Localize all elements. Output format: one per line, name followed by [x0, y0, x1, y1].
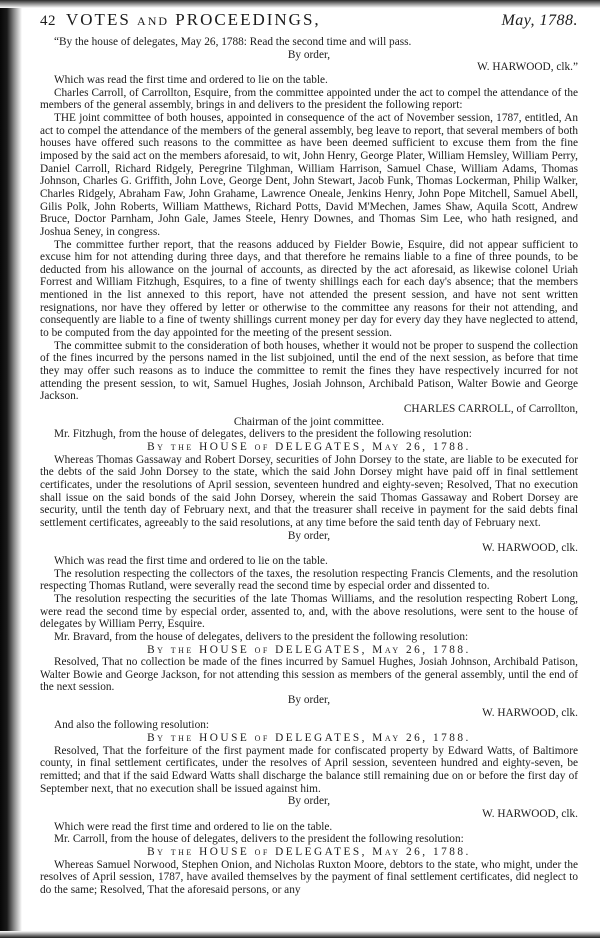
running-title: VOTES and PROCEEDINGS, — [66, 10, 321, 29]
chairman-title: Chairman of the joint committee. — [233, 415, 385, 428]
running-date: May, 1788. — [501, 12, 578, 29]
paragraph: Whereas Samuel Norwood, Stephen Onion, and Nicholas Ruxton Moore, debtors to the state, who might, under the resolves of April session, 1787, have availed themselves by the payment of final settlement certificates, did neglect to do the same; Resolved, That the aforesaid persons, or any — [40, 858, 578, 896]
paragraph: Which were read the first time and ordered to lie on the table. — [54, 820, 333, 833]
paragraph: The committee further report, that the reasons adduced by Fielder Bowie, Esquire, did not appear sufficient to excuse him for not attending during three days, and that therefore he remains liable to a fine of three pounds, to be deducted from his allowance on the journal of accounts, as directed by the act aforesaid, as likewise colonel Uriah Forrest and William Fitzhugh, Esquires, to a fine of twenty shillings each for each day's absence; that the members mentioned in the list annexed to this report, have not attended the present session, and have not sent written resignations, nor have they offered by letter or otherwise to the committee any reasons for their not attending, and consequently are liable to a fine of twenty shillings current money per day for every day they have neglected to attend, to be computed from the day appointed for the meeting of the present session. — [40, 238, 578, 340]
binding-shadow — [0, 0, 22, 938]
paragraph: And also the following resolution: — [54, 719, 210, 732]
by-order: By order, — [287, 529, 331, 542]
clerk-signature: W. HARWOOD, clk. — [482, 808, 578, 821]
paragraph: THE joint committee of both houses, appointed in consequence of the act of November session, 1787, entitled, An act to compel the attendance of the members of the general assembly, beg leave to report, that several members of both houses have offered such reasons to the committee as have been deemed sufficient to excuse them from the fine imposed by the said act on the members aforesaid, to wit, John Henry, George Plater, William Hemsley, William Perry, Daniel Carroll, Richard Ridgely, Peregrine Tilghman, William Harrison, Samuel Chase, William Adams, Thomas Johnson, Charles G. Griffith, John Love, George Dent, John Stewart, Jacob Funk, Thomas Lockerman, Philip Walker, Charles Ridgely, Abraham Faw, John Grahame, Lawrence Oneale, Jenkins Henry, John Pope Mitchell, Samuel Abell, Gilis Polk, John Roberts, William Matthews, Richard Potts, David M'Mechen, James Shaw, Aquila Scott, Andrew Bruce, Doctor Parnham, John Gale, James Steele, Henry Downes, and Thomas Sim Lee, who hath resigned, and Joshua Seney, in congress. — [40, 111, 578, 238]
paragraph: The committee submit to the consideration of both houses, whether it would not be proper to suspend the collection of the fines incurred by the persons named in the list subjoined, until the end of the next session, as before that time they may offer such reasons as to induce the committee to remit the fines they have respectively incurred for not attending the present session, to wit, Samuel Hughes, Josiah Johnson, Archibald Patison, Walter Bowie and George Jackson. — [40, 339, 578, 403]
section-heading: By the HOUSE of DELEGATES, May 26, 1788. — [147, 441, 471, 453]
paragraph: Mr. Carroll, from the house of delegates, delivers to the president the following resolution: — [54, 833, 464, 846]
clerk-signature: W. HARWOOD, clk. — [482, 542, 578, 555]
paragraph: Whereas Thomas Gassaway and Robert Dorsey, securities of John Dorsey to the state, are liable to be executed for the debts of the said John Dorsey to the state, which the said John Dorsey might have paid off in final settlement certificates, under the resolutions of April session, seventeen hundred and eighty-seven; Resolved, That no execution shall issue on the said bonds of the said John Dorsey, wherein the said Thomas Gassaway and Robert Dorsey are security, until the tenth day of February next, and that the treasurer shall receive in payment for the said debts final settlement certificates, agreeably to the said resolutions, at any time before the said tenth day of February next. — [40, 453, 578, 529]
clerk-signature: W. HARWOOD, clk.” — [477, 61, 578, 74]
paragraph: The resolution respecting the securities of the late Thomas Williams, and the resolution respecting Robert Long, were read the second time by especial order, assented to, and, with the above resolutions, were sent to the house of delegates by William Perry, Esquire. — [40, 592, 578, 631]
chairman-signature: CHARLES CARROLL, of Carrollton, — [403, 403, 578, 416]
paragraph: Resolved, That the forfeiture of the first payment made for confiscated property by Edward Watts, of Baltimore county, in final settlement certificates, under the resolves of April session, seventeen hundred and eighty-seven, be remitted; and that if the said Edward Watts shall discharge the balance still remaining due on or before the first day of September next, that no execution shall be issued against him. — [40, 744, 578, 795]
paragraph: Mr. Fitzhugh, from the house of delegates, delivers to the president the following resolution: — [54, 428, 472, 441]
paragraph: The resolution respecting the collectors of the taxes, the resolution respecting Francis Clements, and the resolution respecting Thomas Rutland, were severally read the second time by especial order and dissented to. — [40, 567, 578, 593]
paragraph: Mr. Bravard, from the house of delegates, delivers to the president the following resolution: — [54, 630, 469, 643]
running-header — [40, 10, 578, 36]
by-order: By order, — [287, 48, 331, 61]
document-page — [40, 10, 578, 897]
scan-top-edge — [0, 0, 600, 8]
section-heading: By the HOUSE of DELEGATES, May 26, 1788. — [147, 643, 471, 656]
paragraph: Charles Carroll, of Carrollton, Esquire, from the committee appointed under the act to compel the attendance of the members of the general assembly, brings in and delivers to the president the following report: — [40, 86, 578, 112]
paragraph: Resolved, That no collection be made of the fines incurred by Samuel Hughes, Josiah Johnson, Archibald Patison, Walter Bowie and George Jackson, for not attending this session as members of the general assembly, until the end of the next session. — [40, 656, 578, 694]
scan-bottom-edge — [0, 931, 600, 938]
by-order: By order, — [287, 694, 331, 707]
paragraph: Which was read the first time and ordered to lie on the table. — [54, 73, 328, 86]
section-heading: By the HOUSE of DELEGATES, May 26, 1788. — [147, 846, 471, 858]
section-heading: By the HOUSE of DELEGATES, May 26, 1788. — [147, 732, 471, 745]
quoted-endorsement: “By the house of delegates, May 26, 1788: Read the second time and will pass. — [54, 36, 412, 48]
page-number: 42 — [40, 13, 56, 29]
clerk-signature: W. HARWOOD, clk. — [482, 706, 578, 719]
by-order: By order, — [287, 795, 331, 808]
paragraph: Which was read the first time and ordered to lie on the table. — [54, 554, 328, 567]
